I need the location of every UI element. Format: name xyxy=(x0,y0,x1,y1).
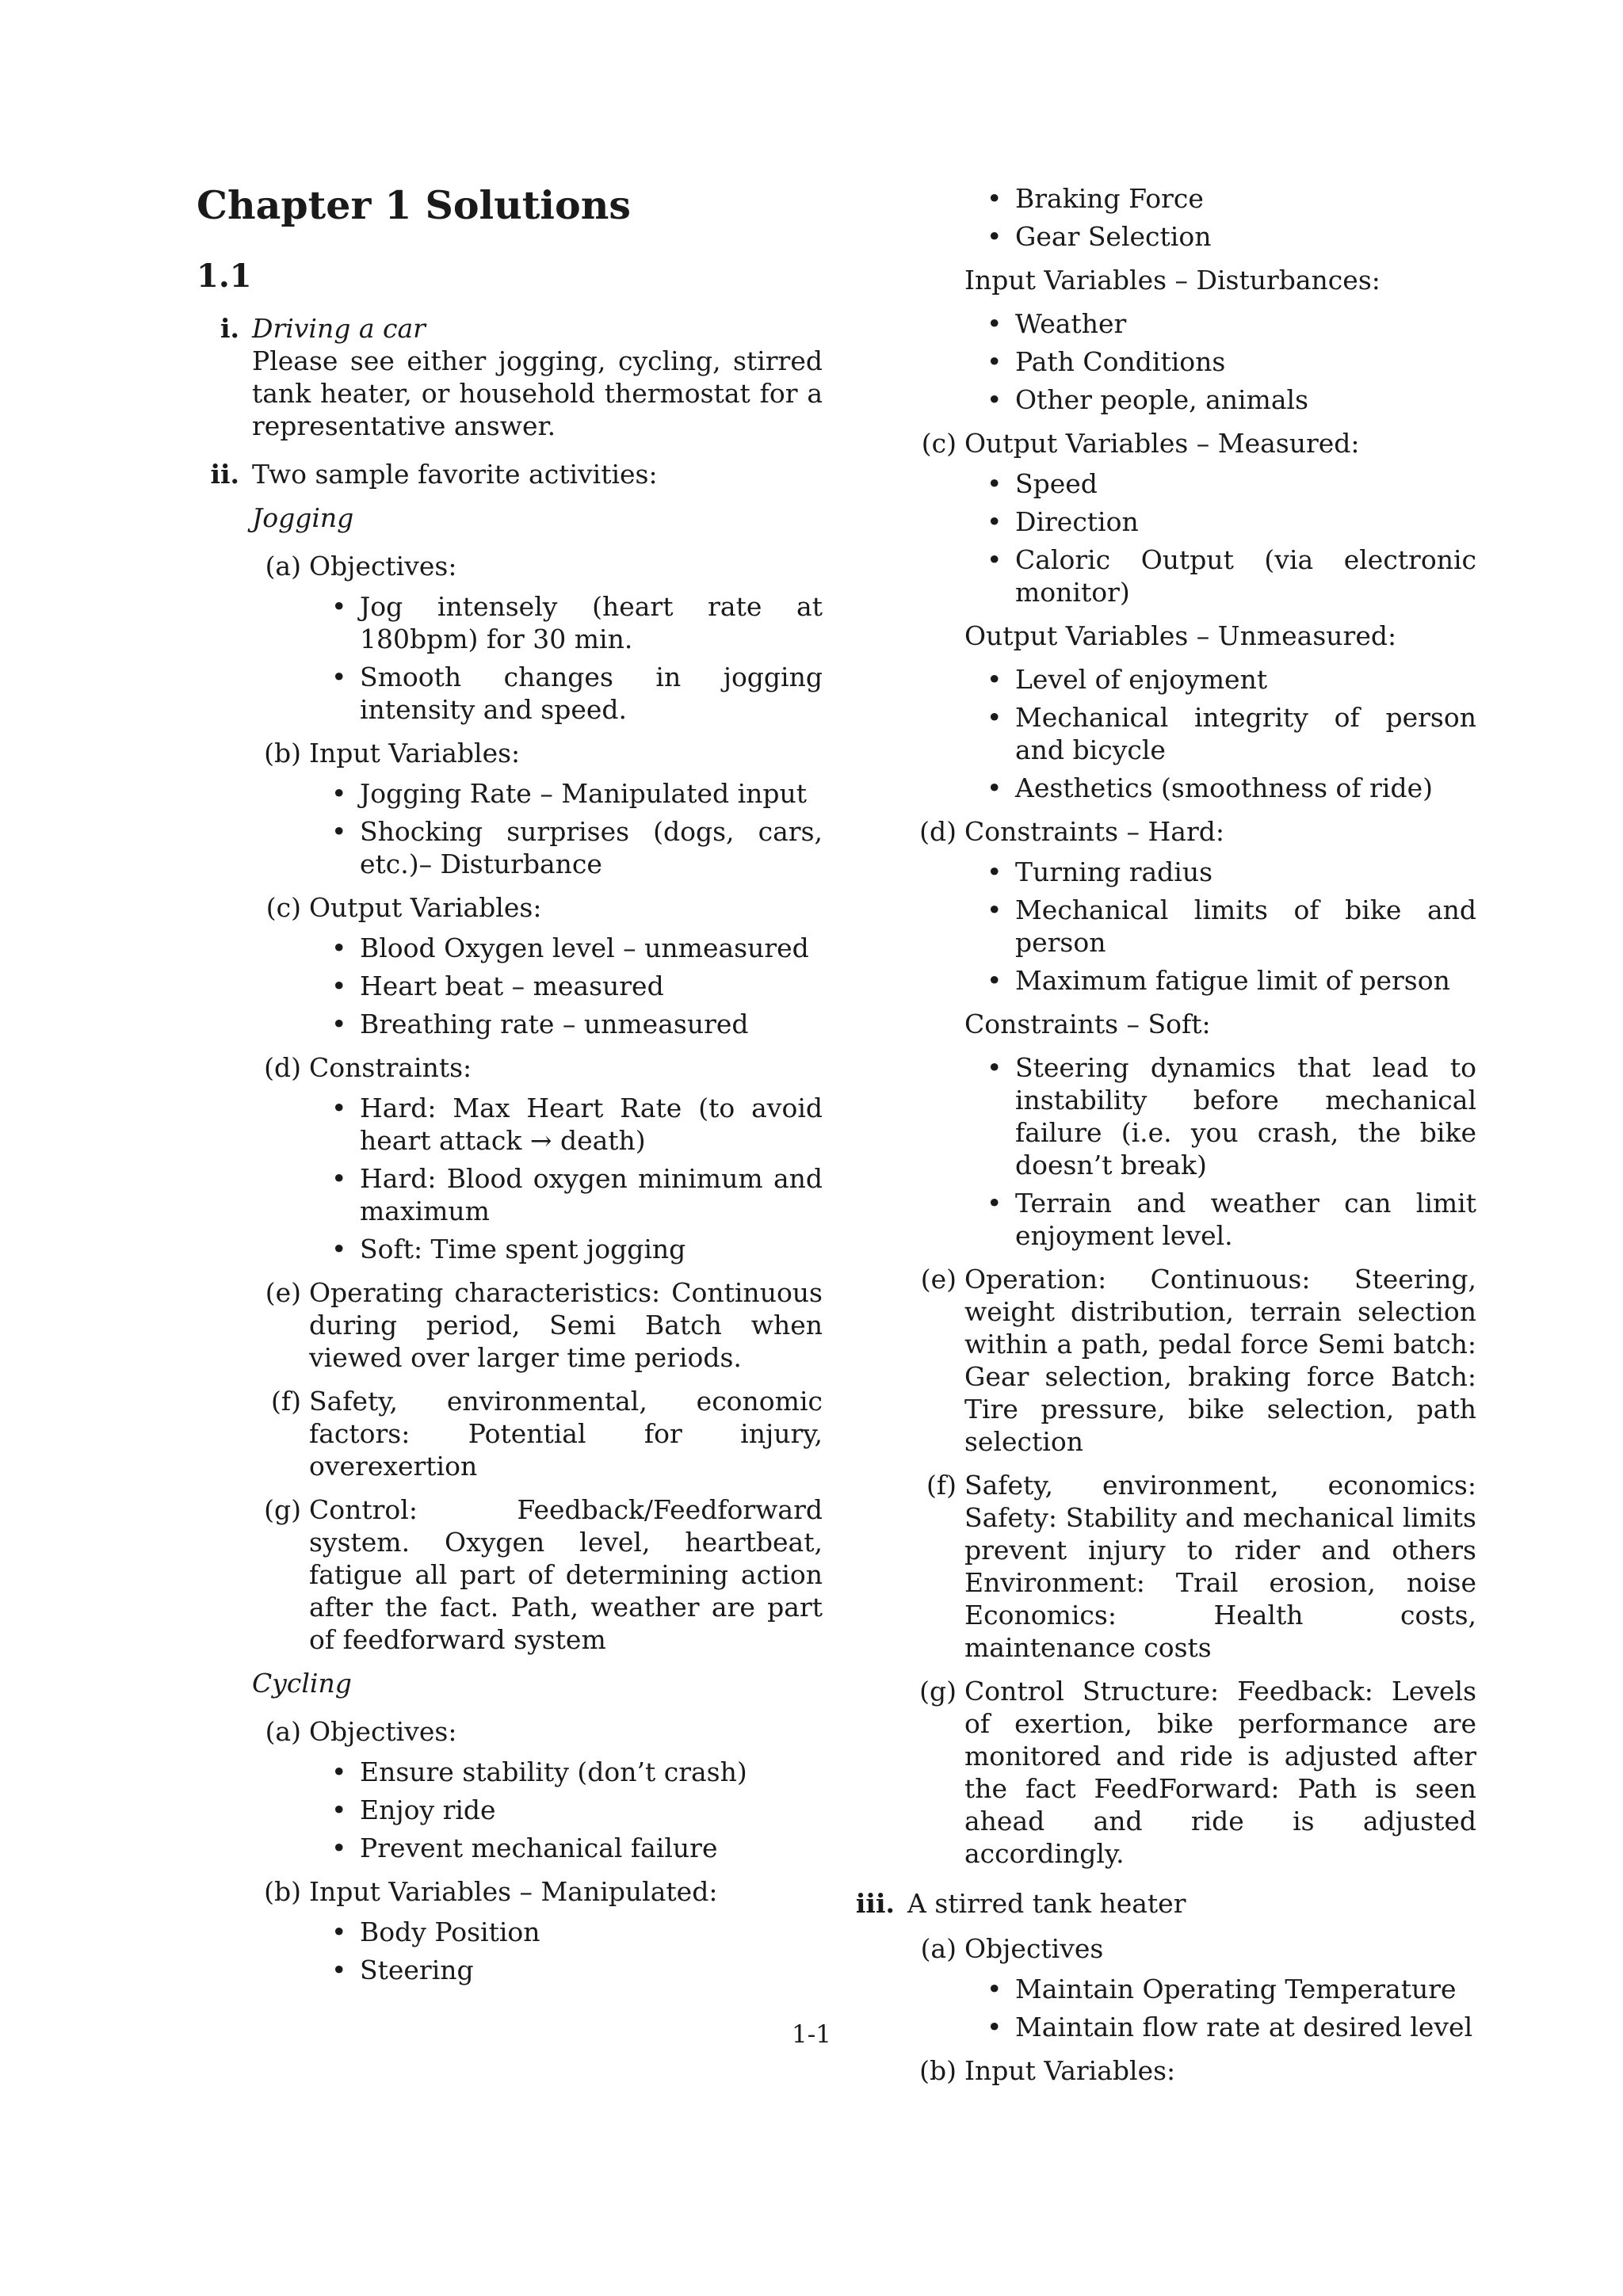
list-marker: (a) xyxy=(920,1933,957,1964)
item-i xyxy=(197,312,823,442)
bullet-list xyxy=(964,1051,1476,1252)
cycling-c xyxy=(907,427,1476,804)
list-marker: (b) xyxy=(264,738,301,769)
cycling-title: Cycling xyxy=(252,1668,352,1699)
list-marker: (f) xyxy=(926,1470,957,1501)
cycling-d-label2: Constraints – Soft: xyxy=(964,1009,1211,1039)
list-marker: (g) xyxy=(264,1494,301,1525)
list-item: • Aesthetics (smoothness of ride) xyxy=(1015,772,1476,804)
list-item: • Maximum fatigue limit of person xyxy=(1015,964,1476,997)
list-marker: (e) xyxy=(920,1264,957,1295)
list-marker: (d) xyxy=(919,816,957,847)
jogging-list xyxy=(252,550,823,1656)
tank-a-label: Objectives xyxy=(964,1933,1104,1964)
list-item: • Direction xyxy=(1015,505,1476,538)
jogging-d-label: Constraints: xyxy=(309,1052,472,1083)
jogging-a xyxy=(252,550,823,726)
jogging-b xyxy=(252,737,823,880)
jogging-b-label: Input Variables: xyxy=(309,738,521,769)
page-number: 1-1 xyxy=(792,2020,831,2049)
cycling-list-right xyxy=(907,427,1476,1870)
cycling-g xyxy=(907,1675,1476,1870)
list-item: • Steering dynamics that lead to instability before mechanical failure (i.e. you crash, the bike doesn’t break) xyxy=(1015,1051,1476,1181)
list-item: • Hard: Max Heart Rate (to avoid heart attack → death) xyxy=(360,1092,823,1157)
list-item: • Turning radius xyxy=(1015,856,1476,888)
cycling-b-label2: Input Variables – Disturbances: xyxy=(964,265,1381,296)
list-item: • Path Conditions xyxy=(1015,345,1476,378)
list-marker: (b) xyxy=(919,2055,957,2086)
list-item: • Smooth changes in jogging intensity and speed. xyxy=(360,661,823,726)
bullet-list xyxy=(309,1916,823,1986)
list-item: • Jogging Rate – Manipulated input xyxy=(360,777,823,810)
jogging-a-label: Objectives: xyxy=(309,551,457,582)
list-marker: (e) xyxy=(265,1277,301,1308)
bullet-list xyxy=(964,307,1476,416)
list-item: • Blood Oxygen level – unmeasured xyxy=(360,932,823,964)
jogging-c-label: Output Variables: xyxy=(309,892,542,923)
list-item: • Speed xyxy=(1015,467,1476,500)
list-item: • Other people, animals xyxy=(1015,383,1476,416)
list-item: • Terrain and weather can limit enjoyment level. xyxy=(1015,1187,1476,1252)
cycling-f xyxy=(907,1469,1476,1664)
list-marker: (b) xyxy=(264,1876,301,1907)
item-iii-title: A stirred tank heater xyxy=(907,1888,1186,1919)
list-item: • Heart beat – measured xyxy=(360,970,823,1002)
cycling-d xyxy=(907,815,1476,1252)
cycling-b-label: Input Variables – Manipulated: xyxy=(309,1876,718,1907)
list-item: • Caloric Output (via electronic monitor) xyxy=(1015,543,1476,608)
list-item: • Jog intensely (heart rate at 180bpm) for 30 min. xyxy=(360,590,823,655)
cycling-g-text: Control Structure: Feedback: Levels of exertion, bike performance are monitored and ride is adjusted after the fact FeedForward: Path is seen ahead and ride is adjusted accordingly. xyxy=(964,1676,1476,1869)
item-ii-number: ii. xyxy=(210,459,239,490)
bullet-list xyxy=(309,1092,823,1265)
list-item: • Level of enjoyment xyxy=(1015,663,1476,696)
list-item: • Prevent mechanical failure xyxy=(360,1832,823,1864)
cycling-a-label: Objectives: xyxy=(309,1716,457,1747)
item-iii-number: iii. xyxy=(855,1888,895,1919)
jogging-e xyxy=(252,1276,823,1374)
jogging-g xyxy=(252,1493,823,1656)
jogging-title: Jogging xyxy=(252,502,354,533)
cycling-e xyxy=(907,1263,1476,1458)
list-item: • Shocking surprises (dogs, cars, etc.)– Disturbance xyxy=(360,815,823,880)
cycling-b-continued xyxy=(907,182,1476,416)
cycling-f-text: Safety, environment, economics: Safety: Stability and mechanical limits prevent injury to rider and others Environment: Trail erosion, noise Economics: Health costs, maintenance costs xyxy=(964,1470,1476,1663)
cycling-e-text: Operation: Continuous: Steering, weight distribution, terrain selection within a path, pedal force Semi batch: Gear selection, braking force Batch: Tire pressure, bike selection, path selection xyxy=(964,1264,1476,1457)
item-i-title: Driving a car xyxy=(252,313,426,344)
list-marker: (a) xyxy=(265,551,301,582)
right-continuation xyxy=(852,182,1476,1870)
bullet-list xyxy=(309,590,823,726)
jogging-c xyxy=(252,891,823,1040)
jogging-g-text: Control: Feedback/Feedforward system. Oxygen level, heartbeat, fatigue all part of determining action after the fact. Path, weather are part of feedforward system xyxy=(309,1494,823,1655)
item-i-text: Please see either jogging, cycling, stirred tank heater, or household thermostat for a representative answer. xyxy=(252,345,823,441)
list-item: • Maintain flow rate at desired level xyxy=(1015,2011,1476,2043)
cycling-list-left xyxy=(252,1715,823,1986)
list-item: • Weather xyxy=(1015,307,1476,340)
chapter-title: Chapter 1 Solutions xyxy=(197,182,631,228)
tank-list xyxy=(907,1932,1476,2087)
left-column xyxy=(197,182,823,2002)
cycling-d-label: Constraints – Hard: xyxy=(964,816,1224,847)
list-marker: (d) xyxy=(264,1052,301,1083)
list-item: • Body Position xyxy=(360,1916,823,1948)
list-item: • Steering xyxy=(360,1954,823,1986)
item-ii-intro: Two sample favorite activities: xyxy=(252,459,658,490)
tank-b xyxy=(907,2054,1476,2087)
bullet-list xyxy=(309,932,823,1040)
jogging-f-text: Safety, environmental, economic factors: Potential for injury, overexertion xyxy=(309,1386,823,1482)
bullet-list xyxy=(309,777,823,880)
list-item: • Ensure stability (don’t crash) xyxy=(360,1756,823,1788)
bullet-list xyxy=(964,856,1476,997)
cycling-c-label2: Output Variables – Unmeasured: xyxy=(964,620,1397,651)
bullet-list xyxy=(964,182,1476,253)
jogging-d xyxy=(252,1051,823,1265)
list-item: • Braking Force xyxy=(1015,182,1476,215)
cycling-b xyxy=(252,1875,823,1986)
bullet-list xyxy=(964,467,1476,608)
jogging-e-text: Operating characteristics: Continuous during period, Semi Batch when viewed over larger time periods. xyxy=(309,1277,823,1373)
list-item: • Breathing rate – unmeasured xyxy=(360,1008,823,1040)
list-marker: (f) xyxy=(271,1386,301,1417)
item-i-number: i. xyxy=(220,313,239,344)
list-marker: (a) xyxy=(265,1716,301,1747)
list-item: • Enjoy ride xyxy=(360,1794,823,1826)
list-marker: (c) xyxy=(265,892,301,923)
list-marker: (c) xyxy=(921,428,957,459)
list-item: • Soft: Time spent jogging xyxy=(360,1233,823,1265)
item-iii xyxy=(852,1887,1476,2087)
list-item: • Gear Selection xyxy=(1015,220,1476,253)
list-item: • Mechanical integrity of person and bicycle xyxy=(1015,701,1476,766)
list-item: • Mechanical limits of bike and person xyxy=(1015,894,1476,959)
cycling-c-label: Output Variables – Measured: xyxy=(964,428,1360,459)
item-ii xyxy=(197,458,823,1986)
cycling-a xyxy=(252,1715,823,1864)
list-item: • Maintain Operating Temperature xyxy=(1015,1973,1476,2005)
bullet-list xyxy=(309,1756,823,1864)
bullet-list xyxy=(964,663,1476,804)
jogging-f xyxy=(252,1385,823,1482)
list-marker: (g) xyxy=(919,1676,957,1707)
right-column xyxy=(852,182,1476,2103)
list-item: • Hard: Blood oxygen minimum and maximum xyxy=(360,1162,823,1227)
spacer xyxy=(907,1920,1476,1932)
section-number: 1.1 xyxy=(197,257,252,295)
tank-b-label: Input Variables: xyxy=(964,2055,1176,2086)
